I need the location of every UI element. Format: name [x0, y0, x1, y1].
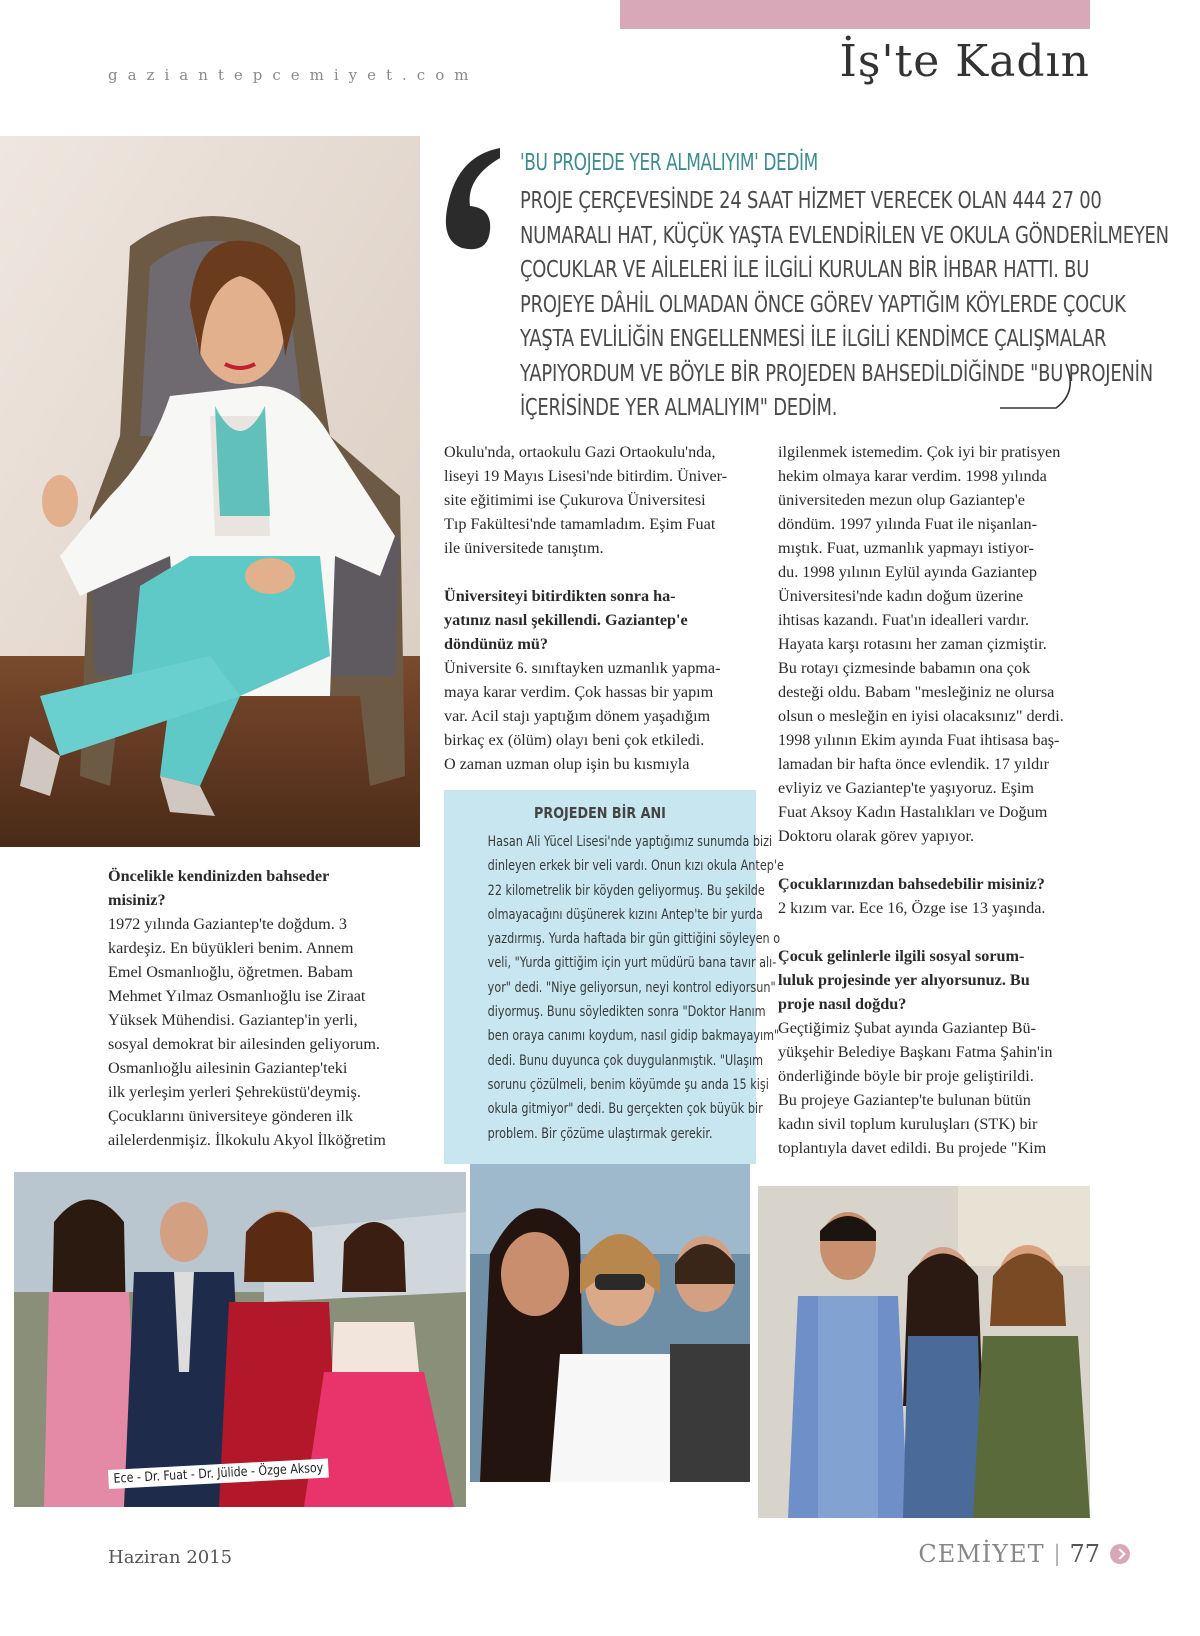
page-number: 77	[1069, 1540, 1100, 1568]
pull-quote-line: NUMARALI HAT, KÜÇÜK YAŞTA EVLENDİRİLEN VE OKULA GÖNDERİLMEYEN	[520, 222, 1169, 249]
pull-quote-body	[520, 184, 1169, 426]
magazine-name: CEMİYET	[918, 1540, 1045, 1568]
header-color-band	[620, 0, 1090, 29]
trio-photo	[758, 1186, 1090, 1518]
footer-separator: |	[1054, 1540, 1060, 1567]
family-photo-caption: Ece - Dr. Fuat - Dr. Jülide - Özge Aksoy	[108, 1458, 329, 1488]
answer-2: Üniversite 6. sınıftayken uzmanlık yapma- maya karar verdim. Çok hassas bir yapım var. Acil stajı yaptığım dönem yaşadığım birkaç ex (ölüm) olayı beni çok etkiledi. O zaman uzman olup işin bu kısmıyla	[444, 659, 721, 773]
sidebar-body: Hasan Ali Yücel Lisesi'nde yaptığımız sunumda bizi dinleyen erkek bir veli vardı. Onun kızı okula Antep'e 22 kilometrelik bir köyden geliyormuş. Bu şekilde olmayacağını düşünerek kızını Antep'te bir yurda yazdırmış. Yurda haftada bir gün gittiğini söyleyen o veli, "Yurda gittiğim için yurt müdürü bana tavır alı- yor" dedi. "Niye geliyorsun, neyi kontrol ediyorsun" diyormuş. Bunu söyledikten sonra "Doktor Hanım ben oraya canımı koydum, nasıl gidip bakmayayım" dedi. Bunu duyunca çok duygulanmıştık. "Ulaşım sorunu çözülmeli, benim köyümde şu anda 15 kişi okula gitmiyor" dedi. Bu gerçekten çok büyük bir problem. Bir çözüme ulaştırmak gerekir.	[487, 834, 784, 1142]
pull-quote-line: YAPIYORDUM VE BÖYLE BİR PROJEDEN BAHSEDİLDİĞİNDE "BU PROJENİN	[520, 360, 1153, 387]
answer-3: 2 kızım var. Ece 16, Özge ise 13 yaşında.	[778, 899, 1046, 917]
pull-quote-heading: 'BU PROJEDE YER ALMALIYIM' DEDİM	[520, 150, 818, 176]
pull-quote	[440, 144, 1169, 424]
paragraph: Okulu'nda, ortaokulu Gazi Ortaokulu'nda, liseyi 19 Mayıs Lisesi'nde bitirdim. Üniver- site eğitimimi ise Çukurova Üniversitesi Tıp Fakültesi'nde tamamladım. Eşim Fuat ile üniversitede tanıştım.	[444, 443, 728, 557]
section-title: İş'te Kadın	[839, 36, 1090, 87]
answer-4: Geçtiğimiz Şubat ayında Gaziantep Bü- yükşehir Belediye Başkanı Fatma Şahin'in önderliğinde böyle bir proje geliştirildi. Bu projeye Gaziantep'te bulunan bütün kadın sivil toplum kuruluşları (STK) bir toplantıyla davet edildi. Bu projede "Kim	[778, 1019, 1053, 1157]
question-3: Çocuklarınızdan bahsedebilir misiniz?	[778, 875, 1045, 893]
portrait-photo	[0, 136, 420, 847]
paragraph: ilgilenmek istemedim. Çok iyi bir pratisyen hekim olmaya karar verdim. 1998 yılında üniversiteden mezun olup Gaziantep'e döndüm. 1997 yılında Fuat ile nişanlan- mıştık. Fuat, uzmanlık yapmayı istiyor- du. 1998 yılının Eylül ayında Gaziantep Üniversitesi'nde kadın doğum üzerine ihtisas kazandı. Fuat'ın idealleri vardır. Hayata karşı rotasını her zaman çizmiştir. Bu rotayı çizmesinde babamın ona çok desteği oldu. Babam "mesleğiniz ne olursa olsun o mesleğin en iyisi olacaksınız" derdi. 1998 yılının Ekim ayında Fuat ihtisasa baş- lamadan bir hafta önce evlendik. 17 yıldır evliyiz ve Gaziantep'te yaşıyoruz. Eşim Fuat Aksoy Kadın Hastalıkları ve Doğum Doktoru olarak görev yapıyor.	[778, 443, 1064, 845]
pull-quote-line: İÇERİSİNDE YER ALMALIYIM" DEDİM.	[520, 395, 838, 421]
footer-page-info	[918, 1540, 1130, 1568]
article-column-1	[108, 864, 408, 1152]
sidebar-title: PROJEDEN BİR ANI	[534, 804, 666, 822]
article-column-3	[778, 440, 1090, 1160]
next-page-arrow-icon[interactable]	[1110, 1544, 1130, 1564]
family-photo	[14, 1172, 466, 1507]
pull-quote-line: PROJE ÇERÇEVESİNDE 24 SAAT HİZMET VERECEK OLAN 444 27 00	[520, 188, 1102, 214]
article-column-2	[444, 440, 750, 776]
pull-quote-line: ÇOCUKLAR VE AİLELERİ İLE İLGİLİ KURULAN BİR İHBAR HATTI. BU	[520, 257, 1090, 283]
site-url: gaziantepcemiyet.com	[108, 66, 479, 84]
question-2: Üniversiteyi bitirdikten sonra ha- yatınız nasıl şekillendi. Gaziantep'e döndünüz mü?	[444, 587, 688, 653]
question-1: Öncelikle kendinizden bahseder misiniz?	[108, 867, 330, 909]
answer-1: 1972 yılında Gaziantep'te doğdum. 3 kardeşiz. En büyükleri benim. Annem Emel Osmanlıoğlu, öğretmen. Babam Mehmet Yılmaz Osmanlıoğlu ise Ziraat Yüksek Mühendisi. Gaziantep'in yerli, sosyal demokrat bir ailesinden geliyorum. Osmanlıoğlu ailesinin Gaziantep'teki ilk yerleşim yerleri Şehreküstü'deymiş. Çocuklarını üniversiteye gönderen ilk ailelerdenmişiz. İlkokulu Akyol İlköğretim	[108, 915, 386, 1149]
quote-mark-icon	[440, 144, 512, 264]
selfie-photo	[470, 1164, 750, 1482]
memory-sidebar-box	[444, 790, 784, 1164]
question-4: Çocuk gelinlerle ilgili sosyal sorum- luluk projesinde yer alıyorsunuz. Bu proje nasıl doğdu?	[778, 947, 1030, 1013]
pull-quote-line: YAŞTA EVLİLİĞİN ENGELLENMESİ İLE İLGİLİ KENDİMCE ÇALIŞMALAR	[520, 326, 1107, 352]
pull-quote-line: PROJEYE DÂHİL OLMADAN ÖNCE GÖREV YAPTIĞIM KÖYLERDE ÇOCUK	[520, 291, 1126, 318]
issue-date: Haziran 2015	[108, 1547, 233, 1568]
quote-close-bracket-icon	[1000, 362, 1080, 418]
